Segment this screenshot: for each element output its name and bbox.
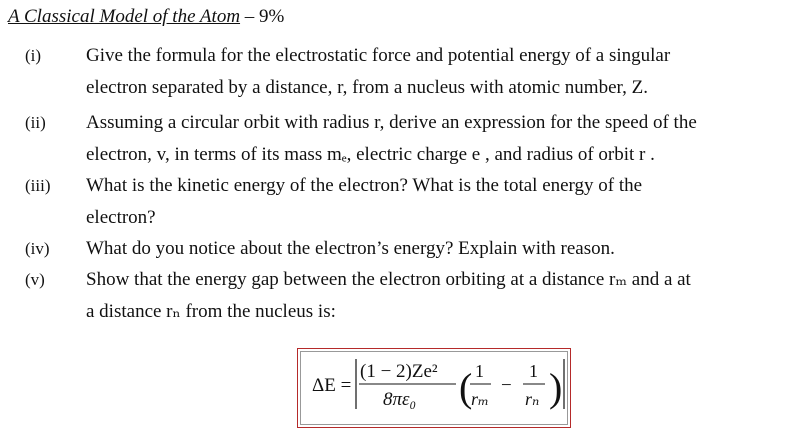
question-line: Show that the energy gap between the electron orbiting at a distance rₘ and a at [86, 269, 691, 290]
frac1-denominator: rₘ [471, 389, 490, 409]
paren-left: ( [459, 365, 473, 410]
question-number: (iv) [25, 239, 50, 258]
question-line: What is the kinetic energy of the electron? What is the total energy of the [86, 175, 643, 196]
equation-minus: − [501, 375, 512, 396]
question-line: Assuming a circular orbit with radius r, derive an expression for the speed of the [86, 112, 697, 133]
question-text [86, 264, 776, 328]
question-line: a distance rₙ from the nucleus is: [86, 301, 336, 322]
question-number: (v) [25, 270, 45, 289]
question-text [86, 107, 776, 171]
question-line: electron separated by a distance, r, from a nucleus with atomic number, Z. [86, 77, 648, 98]
question-line: What do you notice about the electron’s energy? Explain with reason. [86, 238, 615, 259]
question-line: electron? [86, 207, 156, 228]
equation-numerator: (1 − 2)Ze² [360, 361, 438, 382]
title-main: A Classical Model of the Atom [8, 6, 241, 27]
page-title [8, 5, 284, 29]
question-line: Give the formula for the electrostatic force and potential energy of a singular [86, 45, 671, 66]
frac2-denominator: rₙ [525, 389, 540, 409]
question-text [86, 233, 776, 265]
question-line: electron, v, in terms of its mass mₑ, electric charge e , and radius of orbit r . [86, 144, 655, 165]
paren-right: ) [549, 365, 563, 410]
question-text [86, 170, 776, 234]
title-weight: – 9% [240, 6, 285, 27]
question-number: (iii) [25, 176, 51, 195]
question-text [86, 40, 776, 104]
frac2-numerator: 1 [529, 361, 538, 381]
equation-denominator: 8πε₀ [383, 389, 417, 410]
energy-gap-equation [298, 349, 572, 429]
frac1-numerator: 1 [475, 361, 484, 381]
question-number: (ii) [25, 113, 46, 132]
equation-box [297, 348, 571, 428]
equation-lhs: ΔE = [312, 375, 352, 396]
question-number: (i) [25, 46, 42, 65]
